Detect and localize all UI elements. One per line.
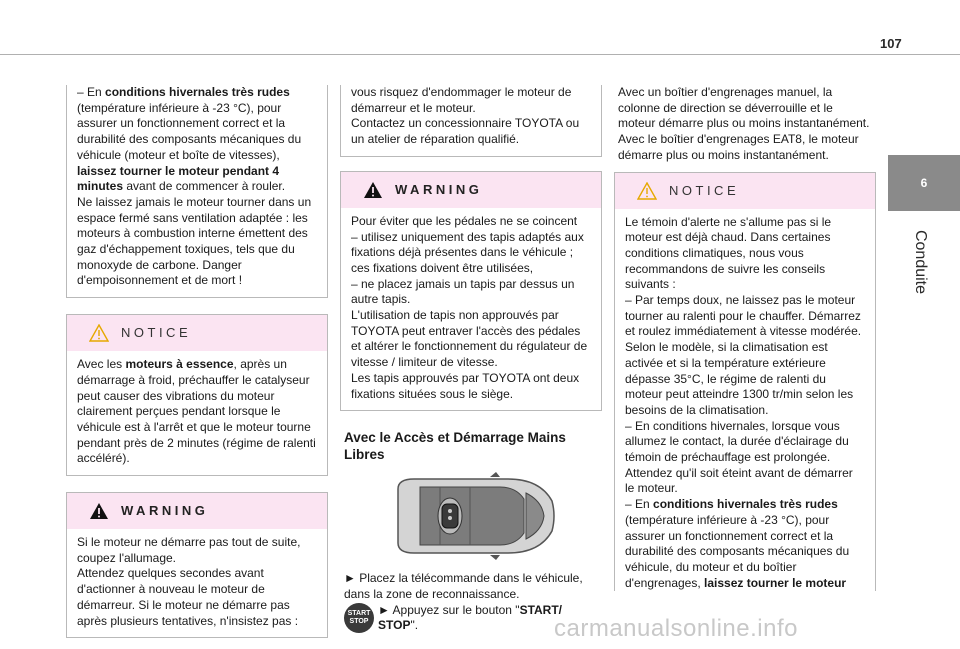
- section-title: Avec le Accès et Démarrage Mains Libres: [344, 430, 566, 463]
- bold-text: conditions hivernales très rudes: [653, 497, 838, 512]
- bold-text: laissez tourner le moteur: [704, 575, 847, 590]
- notice-title: NOTICE: [669, 182, 740, 198]
- caution-triangle-icon: [89, 324, 109, 342]
- notice-box: [614, 172, 876, 592]
- chapter-tab[interactable]: 6: [888, 155, 960, 211]
- notice-header: [615, 173, 875, 209]
- chapter-label-wrap: [880, 222, 960, 302]
- notice-paragraph: [625, 497, 865, 591]
- notice-header: [67, 315, 327, 351]
- body-text: ".: [410, 618, 419, 633]
- watermark-text: carmanualsonline.info: [554, 615, 798, 642]
- notice-paragraph: – Par temps doux, ne laissez pas le moteur tourner au ralenti pour le chauffer. Démarrez et roulez immédiatement à vitesse modérée. Selon le modèle, si la climatisation est activée et si la température extérieure dépasse 35°C, le régime de ralenti du moteur peut atteindre 1300 tr/min selon les besoins de la climatisation.: [625, 293, 862, 417]
- car-diagram: [390, 471, 558, 561]
- warning-triangle-icon: [363, 181, 383, 199]
- warning-header: [67, 493, 327, 529]
- chapter-title: Conduite: [912, 229, 929, 295]
- continued-box: [340, 85, 602, 157]
- warning-text: Si le moteur ne démarre pas tout de suite, coupez l'allumage. Attendez quelques secondes avant d'actionner à nouveau le moteur de démarreur. Si le moteur ne démarre pas après plusieurs tentatives, n'insistez pas :: [77, 535, 301, 628]
- body-text: (température inférieure à -23 °C), pour assurer un fonctionnement correct et la durabilité des composants mécaniques du véhicule, du moteur et du boîtier d'engrenages,: [625, 512, 850, 590]
- header-rule: [0, 54, 960, 55]
- mats-line: – utilisez uniquement des tapis adaptés aux fixations déjà présentes dans le véhicule ; ces fixations doivent être utilisées,: [351, 229, 584, 275]
- warning-header: [341, 172, 601, 208]
- ventilation-warning: Ne laissez jamais le moteur tourner dans un espace fermé sans ventilation adaptée : les moteurs à combustion interne émettent des gaz d'échappement toxiques, tels que du monoxyde de carbone. Danger d'empoisonnement et de mort !: [77, 194, 312, 288]
- warning-title: WARNING: [395, 181, 483, 197]
- notice-text: [77, 357, 317, 467]
- body-text: Avec les: [77, 357, 126, 372]
- stop-icon-label: STOP: [349, 617, 369, 625]
- mats-line: L'utilisation de tapis non approuvés par TOYOTA peut entraver l'accès des pédales et altérer le fonctionnement du régulateur de vitesse / limiteur de vitesse.: [351, 308, 588, 370]
- column-3: [614, 85, 876, 591]
- body-text: avant de commencer à rouler.: [123, 179, 286, 194]
- bold-text: conditions hivernales très rudes: [105, 85, 290, 99]
- warning-box: [66, 492, 328, 638]
- mats-line: – ne placez jamais un tapis par dessus un autre tapis.: [351, 276, 575, 307]
- mats-line: Les tapis approuvés par TOYOTA ont deux fixations situées sous le siège.: [351, 370, 580, 401]
- winter-paragraph: [77, 85, 317, 195]
- body-text: (température inférieure à -23 °C), pour assurer un fonctionnement correct et la durabilité des composants mécaniques du véhicule (moteur et boîte de vitesses),: [77, 100, 302, 162]
- body-text: ► Appuyez sur le bouton ": [378, 602, 520, 617]
- gearbox-intro: Avec un boîtier d'engrenages manuel, la colonne de direction se déverrouille et le moteur démarre plus ou moins instantanément. Avec le boîtier d'engrenages EAT8, le moteur démarre plus ou moins instantanément.: [618, 85, 870, 162]
- column-1: [66, 85, 328, 638]
- dash-text: – En: [625, 497, 654, 512]
- warning-triangle-icon: [89, 502, 109, 520]
- section-keyless: [340, 429, 602, 634]
- notice-box: [66, 314, 328, 476]
- start-stop-button-icon: [344, 603, 374, 633]
- page-number: 107: [880, 36, 902, 51]
- body-text: , après un démarrage à froid, préchauffer le catalyseur peut causer des vibrations du moteur clairement perçues pendant lorsque le véhicule est à l'arrêt et que le moteur tourne pendant près de 2 minutes (régime de ralenti accéléré).: [77, 357, 316, 466]
- continued-text: vous risquez d'endommager le moteur de démarreur et le moteur. Contactez un concessionnaire TOYOTA ou un atelier de réparation qualifié.: [351, 85, 580, 147]
- bold-text: moteurs à essence: [125, 357, 234, 372]
- notice-paragraph: – En conditions hivernales, lorsque vous allumez le contact, la durée d'éclairage du témoin de préchauffage est prolongée. Attendez qu'il soit éteint avant de démarrer le moteur.: [625, 418, 853, 496]
- notice-paragraph: Le témoin d'alerte ne s'allume pas si le moteur est déjà chaud. Dans certaines conditions climatiques, nous vous recommandons de suivre les conseils suivants :: [625, 214, 832, 292]
- step-place-remote: ► Placez la télécommande dans le véhicule, dans la zone de reconnaissance.: [344, 571, 583, 601]
- winter-box: [66, 85, 328, 298]
- caution-triangle-icon: [637, 182, 657, 200]
- mats-warning-box: [340, 171, 602, 411]
- notice-title: NOTICE: [121, 325, 192, 341]
- mats-line: Pour éviter que les pédales ne se coincent: [351, 213, 578, 228]
- start-icon-label: START: [347, 609, 371, 617]
- bold-text: START/ STOP: [378, 602, 563, 633]
- bold-text: laissez tourner le moteur pendant 4 minutes: [77, 163, 280, 194]
- column-2: [340, 85, 602, 634]
- car-with-key-icon: [390, 471, 558, 561]
- warning-title: WARNING: [121, 503, 209, 519]
- dash-text: – En: [77, 85, 106, 99]
